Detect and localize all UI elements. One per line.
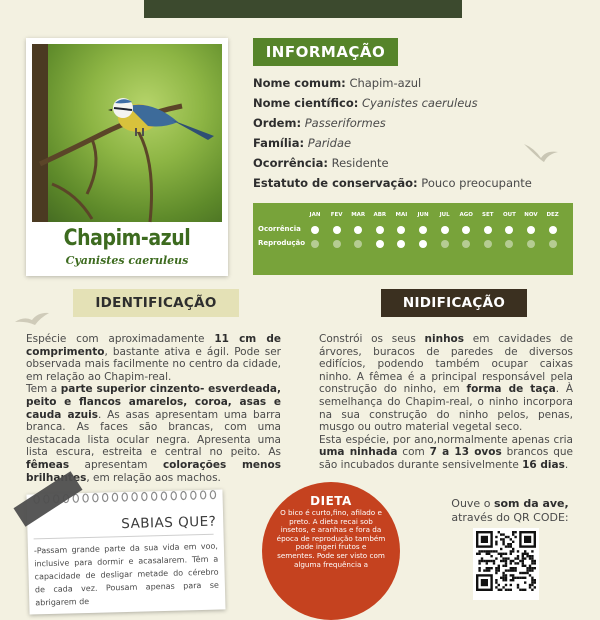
calendar-dot-active [527, 226, 535, 234]
nesting-paragraph: Constrói os seus ninhos em cavidades de árvores, buracos de paredes de diversos edifícios, podendo também ocupar caixas ninho. A fêmea é a principal responsável pela construção do ninho, em forma de taça. À semelhança do Chapim-real, o ninho incorpora na sua construção do ninho pelos, penas, musgo ou outro material vegetal seco. [319, 333, 573, 434]
species-common-name: Chapim-azul [63, 226, 191, 251]
calendar-dot-inactive [333, 240, 341, 248]
calendar-month: JUN [417, 212, 429, 218]
qr-caption-bold: som da ave, [493, 497, 569, 510]
did-you-know-note [26, 489, 225, 614]
calendar-month: FEV [330, 212, 343, 218]
info-row-family [253, 135, 593, 155]
blue-tit-photo [32, 44, 222, 222]
calendar-dot-active [354, 226, 362, 234]
info-label: Família: [253, 136, 305, 150]
info-label: Ordem: [253, 116, 302, 130]
calendar-dot-active [397, 226, 405, 234]
info-header: INFORMAÇÃO [253, 38, 398, 66]
identification-paragraph: Tem a parte superior cinzento- esverdeada, peito e flancos amarelos, coroa, asas e cauda azuis. As asas apresentam uma barra branca. As faces são brancas, com uma destacada lista ocular negra. Apresenta uma lista escura, estreita e central no peito. As fêmeas apresentam colorações menos brilhantes, em relação aos machos. [26, 383, 281, 484]
info-row-scientific-name [253, 95, 593, 115]
calendar-dot-active [441, 226, 449, 234]
diet-text: O bico é curto,fino, afilado e preto. A dieta recai sob insetos, e aranhas e fora da época de reprodução também pode ingeri frutos e sementes. Pode ser visto com alguma frequência a [276, 508, 386, 569]
calendar-month: OUT [502, 212, 516, 218]
info-label: Ocorrência: [253, 156, 328, 170]
calendar-row-label: Ocorrência [258, 225, 301, 233]
calendar-dot-active [333, 226, 341, 234]
nesting-header: NIDIFICAÇÃO [381, 289, 527, 317]
calendar-dot-active [311, 226, 319, 234]
calendar-dot-active [462, 226, 470, 234]
calendar-month: SET [482, 212, 494, 218]
info-label: Estatuto de conservação: [253, 176, 418, 190]
nesting-paragraph: Esta espécie, por ano,normalmente apenas cria uma ninhada com 7 a 13 ovos brancos que são incubados durante sensivelmente 16 dias. [319, 433, 573, 471]
info-row-conservation-status [253, 175, 593, 195]
qr-code-icon[interactable] [473, 528, 539, 600]
qr-caption-prefix: Ouve o [451, 497, 494, 510]
calendar-dot-active [376, 240, 384, 248]
calendar-month: JUL [439, 212, 450, 218]
did-you-know-text: -Passam grande parte da sua vida em voo, inclusive para dormir e acasalarem. Têm a capacidade de desligar metade do cérebro de cada vez. Pousam apenas para se abrigarem de [33, 541, 220, 608]
calendar-month: AGO [459, 212, 473, 218]
flying-bird-icon [14, 310, 50, 328]
did-you-know-title: SABIAS QUE? [121, 513, 217, 533]
calendar-dot-active [505, 226, 513, 234]
calendar-dot-inactive [527, 240, 535, 248]
info-row-order [253, 115, 593, 135]
info-label: Nome comum: [253, 76, 346, 90]
info-value: Residente [331, 156, 389, 170]
info-value: Pouco preocupante [421, 176, 532, 190]
calendar-month: MAR [351, 212, 366, 218]
info-value: Chapim-azul [349, 76, 422, 90]
nesting-text [319, 333, 573, 472]
species-photo-card [26, 38, 228, 276]
identification-text [26, 333, 281, 484]
calendar-dot-inactive [549, 240, 557, 248]
calendar-dot-active [397, 240, 405, 248]
calendar-row-label: Reprodução [258, 239, 306, 247]
calendar-dot-inactive [441, 240, 449, 248]
calendar-dot-inactive [311, 240, 319, 248]
qr-caption [440, 497, 580, 525]
calendar-dot-inactive [462, 240, 470, 248]
calendar-dot-active [484, 226, 492, 234]
calendar-dot-inactive [354, 240, 362, 248]
calendar-month: ABR [373, 212, 387, 218]
calendar-month: MAI [395, 212, 408, 218]
divider [34, 534, 214, 540]
info-row-occurrence [253, 155, 593, 175]
info-value: Cyanistes caeruleus [362, 96, 478, 110]
info-label: Nome científico: [253, 96, 359, 110]
info-value: Passeriformes [304, 116, 386, 130]
qr-caption-line2: através do QR CODE: [451, 511, 569, 524]
calendar-month: NOV [524, 212, 538, 218]
calendar-month: DEZ [546, 212, 559, 218]
info-list [253, 75, 593, 195]
top-banner-bar [144, 0, 462, 18]
identification-header: IDENTIFICAÇÃO [73, 289, 239, 317]
calendar-dot-active [419, 240, 427, 248]
info-value: Paridae [307, 136, 352, 150]
calendar-dot-inactive [505, 240, 513, 248]
species-scientific-name: Cyanistes caeruleus [65, 254, 189, 267]
identification-paragraph: Espécie com aproximadamente 11 cm de comprimento, bastante ativa e ágil. Pode ser observada mais facilmente no centro da cidade, em relação ao Chapim-real. [26, 333, 281, 383]
calendar-month: JAN [309, 212, 321, 218]
diet-title: DIETA [310, 494, 352, 508]
occurrence-calendar [253, 203, 573, 275]
diet-circle [262, 482, 400, 620]
calendar-dot-inactive [484, 240, 492, 248]
info-row-common-name [253, 75, 593, 95]
calendar-dot-active [549, 226, 557, 234]
calendar-dot-active [376, 226, 384, 234]
calendar-dot-active [419, 226, 427, 234]
